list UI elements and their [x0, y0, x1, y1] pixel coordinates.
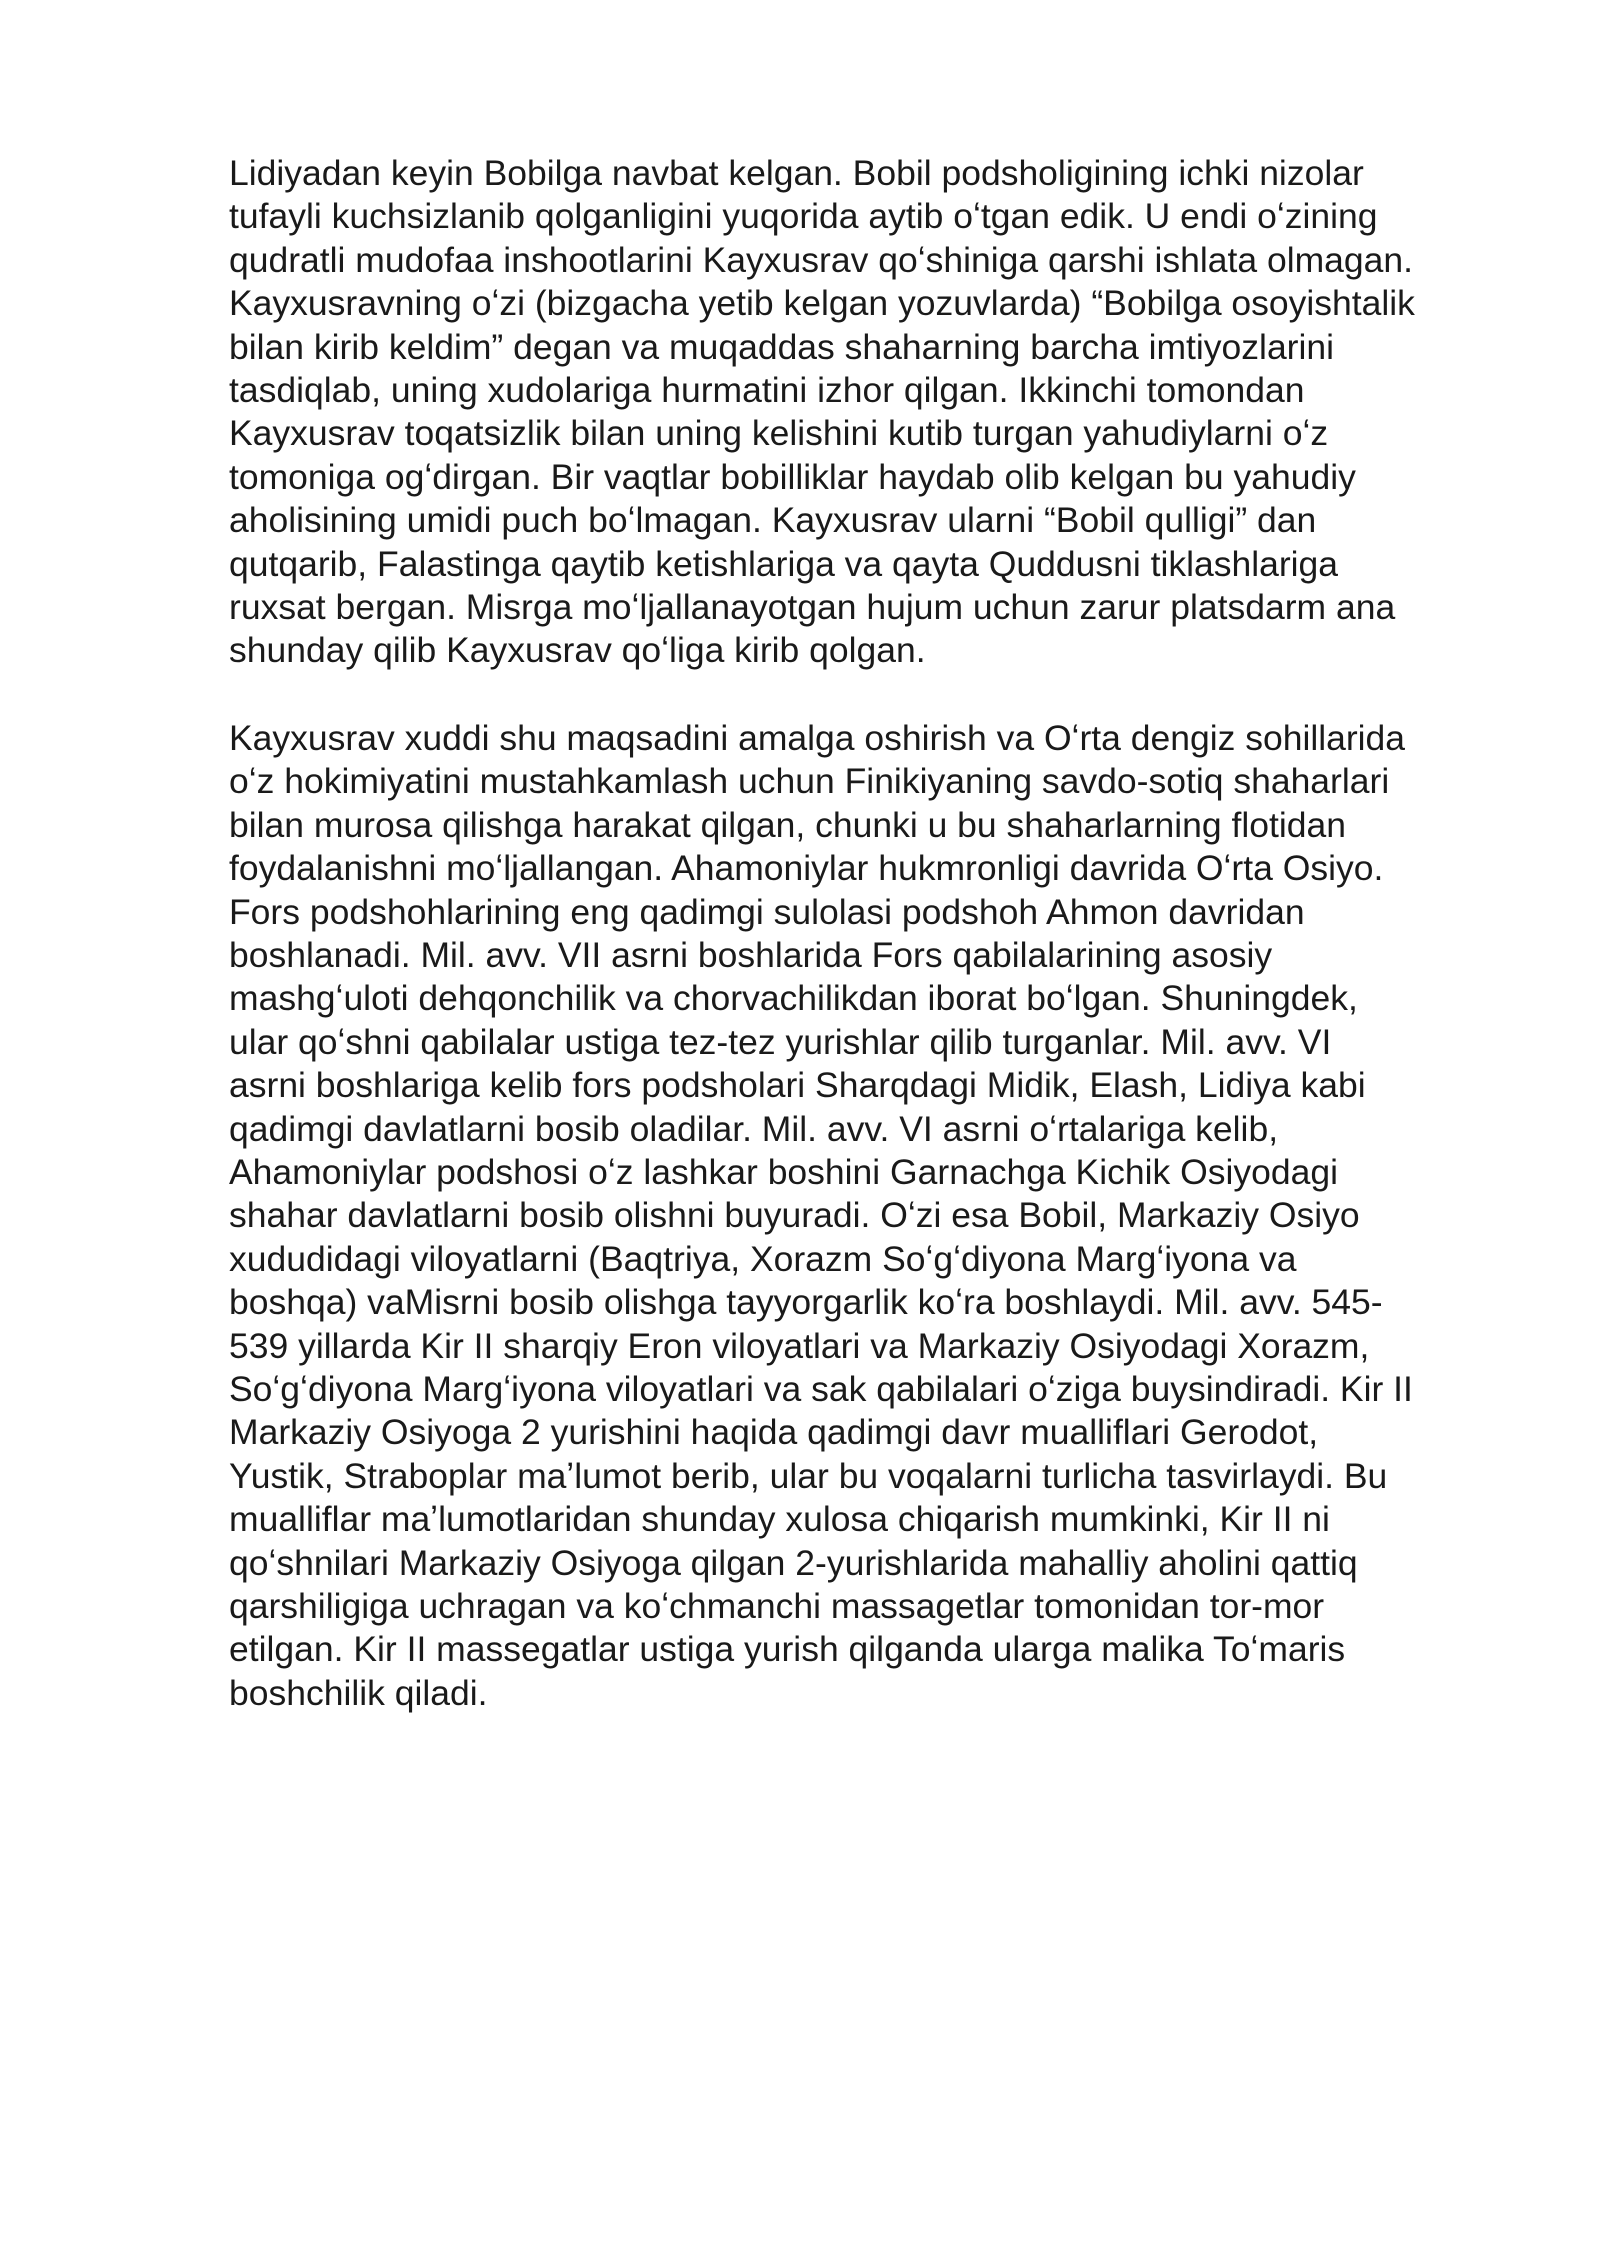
text-line: Ahamoniylar podshosi oʻz lashkar boshini Garnachga Kichik Osiyodagi: [229, 1151, 1338, 1192]
text-line: Lidiyadan keyin Bobilga navbat kelgan. Bobil podsholigining ichki nizolar: [229, 153, 1364, 193]
text-line: boshchilik qiladi.: [229, 1672, 488, 1713]
text-line: Markaziy Osiyoga 2 yurishini haqida qadimgi davr mualliflari Gerodot,: [229, 1412, 1319, 1453]
paragraph-2: [229, 717, 1489, 1715]
text-line: Kayxusrav xuddi shu maqsadini amalga oshirish va Oʻrta dengiz sohillarida: [229, 717, 1406, 758]
text-line: Soʻgʻdiyona Margʻiyona viloyatlari va sak qabilalari oʻziga buysindiradi. Kir II: [229, 1368, 1413, 1409]
text-line: mashgʻuloti dehqonchilik va chorvachilikdan iborat boʻlgan. Shuningdek,: [229, 978, 1358, 1019]
text-line: Kayxusrav toqatsizlik bilan uning kelishini kutib turgan yahudiylarni oʻz: [229, 413, 1329, 454]
text-line: mualliflar maʼlumotlaridan shunday xulosa chiqarish mumkinki, Kir II ni: [229, 1499, 1330, 1540]
text-line: ular qoʻshni qabilalar ustiga tez-tez yurishlar qilib turganlar. Mil. avv. VI: [229, 1021, 1332, 1062]
document-body: [229, 152, 1489, 1715]
text-line: foydalanishni moʻljallangan. Ahamoniylar hukmronligi davrida Oʻrta Osiyo.: [229, 848, 1384, 889]
text-line: oʻz hokimiyatini mustahkamlash uchun Finikiyaning savdo-sotiq shaharlari: [229, 761, 1390, 802]
text-line: qoʻshnilari Markaziy Osiyoga qilgan 2-yurishlarida mahalliy aholini qattiq: [229, 1542, 1358, 1583]
text-line: Kayxusravning oʻzi (bizgacha yetib kelgan yozuvlarda) “Bobilga osoyishtalik: [229, 283, 1415, 324]
text-line: qudratli mudofaa inshootlarini Kayxusrav qoʻshiniga qarshi ishlata olmagan.: [229, 239, 1414, 280]
text-line: shunday qilib Kayxusrav qoʻliga kirib qolgan.: [229, 630, 926, 671]
paragraph-spacer: [229, 673, 1489, 717]
text-line: boshlanadi. Mil. avv. VII asrni boshlarida Fors qabilalarining asosiy: [229, 934, 1273, 975]
text-line: shahar davlatlarni bosib olishni buyuradi. Oʻzi esa Bobil, Markaziy Osiyo: [229, 1195, 1360, 1236]
text-line: bilan kirib keldim” degan va muqaddas shaharning barcha imtiyozlarini: [229, 326, 1335, 367]
text-line: qutqarib, Falastinga qaytib ketishlariga va qayta Quddusni tiklashlariga: [229, 543, 1339, 584]
text-line: xududidagi viloyatlarni (Baqtriya, Xorazm Soʻgʻdiyona Margʻiyona va: [229, 1238, 1297, 1279]
text-line: bilan murosa qilishga harakat qilgan, chunki u bu shaharlarning flotidan: [229, 804, 1346, 845]
text-line: aholisining umidi puch boʻlmagan. Kayxusrav ularni “Bobil qulligi” dan: [229, 500, 1317, 541]
text-line: etilgan. Kir II massegatlar ustiga yurish qilganda ularga malika Toʻmaris: [229, 1629, 1346, 1670]
text-line: Fors podshohlarining eng qadimgi sulolasi podshoh Ahmon davridan: [229, 891, 1305, 932]
text-line: tomoniga ogʻdirgan. Bir vaqtlar bobilliklar haydab olib kelgan bu yahudiy: [229, 456, 1356, 497]
text-line: qadimgi davlatlarni bosib oladilar. Mil. avv. VI asrni oʻrtalariga kelib,: [229, 1108, 1279, 1149]
text-line: asrni boshlariga kelib fors podsholari Sharqdagi Midik, Elash, Lidiya kabi: [229, 1065, 1366, 1106]
text-line: boshqa) vaMisrni bosib olishga tayyorgarlik koʻra boshlaydi. Mil. avv. 545-: [229, 1282, 1383, 1323]
text-line: tufayli kuchsizlanib qolganligini yuqorida aytib oʻtgan edik. U endi oʻzining: [229, 196, 1378, 237]
text-line: 539 yillarda Kir II sharqiy Eron viloyatlari va Markaziy Osiyodagi Xorazm,: [229, 1325, 1370, 1366]
text-line: Yustik, Straboplar maʼlumot berib, ular bu voqalarni turlicha tasvirlaydi. Bu: [229, 1455, 1388, 1496]
text-line: ruxsat bergan. Misrga moʻljallanayotgan hujum uchun zarur platsdarm ana: [229, 587, 1396, 628]
text-line: tasdiqlab, uning xudolariga hurmatini izhor qilgan. Ikkinchi tomondan: [229, 370, 1305, 411]
paragraph-1: [229, 152, 1489, 673]
text-line: qarshiligiga uchragan va koʻchmanchi massagetlar tomonidan tor-mor: [229, 1586, 1325, 1626]
